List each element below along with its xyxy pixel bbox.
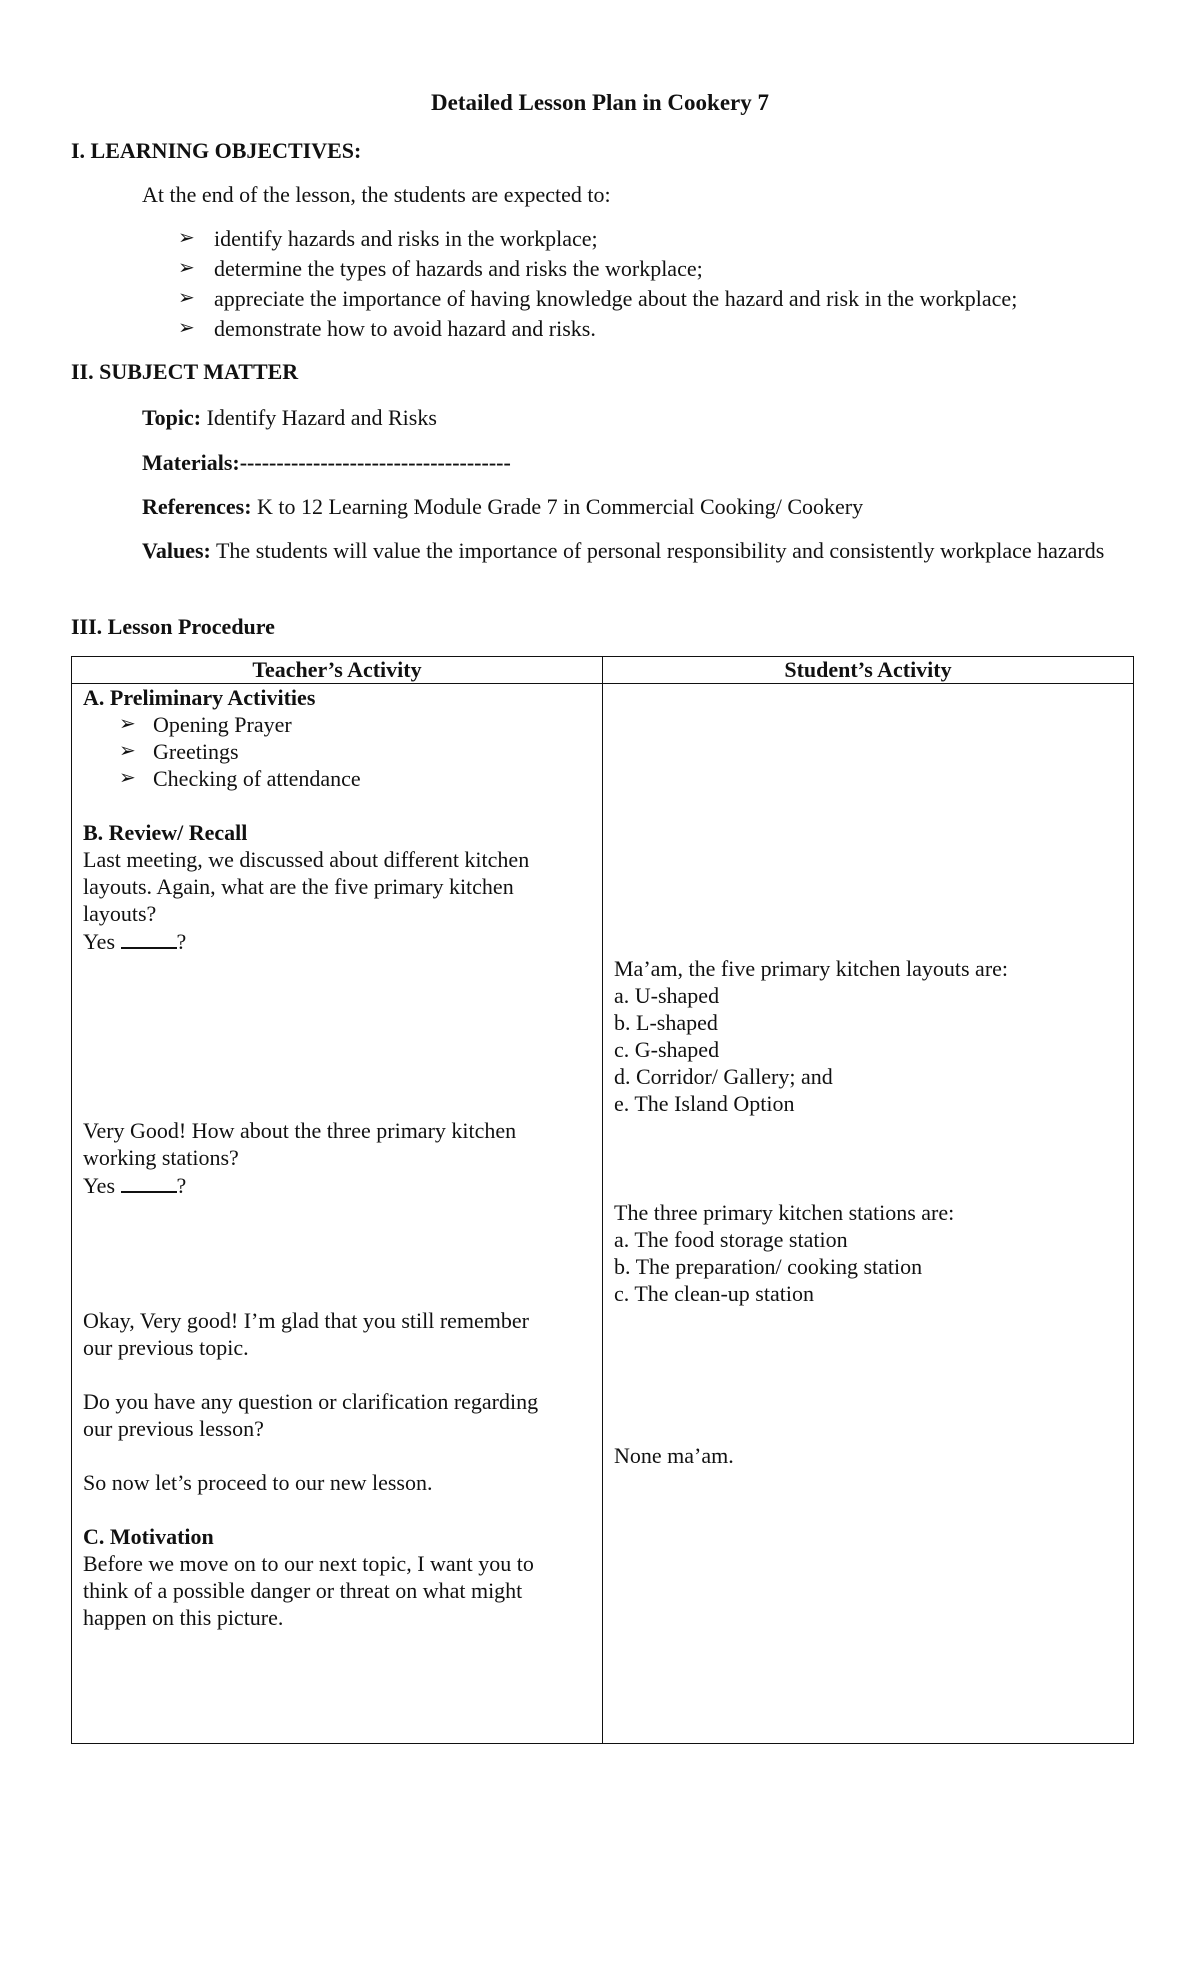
lesson-procedure-heading: III. Lesson Procedure (71, 614, 275, 639)
arrowhead-bullet-icon: ➢ (119, 767, 136, 789)
list-item: a. The food storage station (614, 1227, 848, 1252)
arrowhead-bullet-icon: ➢ (119, 713, 136, 735)
objectives-intro: At the end of the lesson, the students are expected to: (142, 182, 611, 207)
list-item: ➢ demonstrate how to avoid hazard and risks. (178, 316, 596, 341)
topic-label: Topic: (142, 405, 202, 430)
values-label: Values: (142, 538, 211, 563)
yes-prompt: Yes ? (83, 929, 187, 954)
references-value: K to 12 Learning Module Grade 7 in Commercial Cooking/ Cookery (257, 494, 864, 519)
list-item: ➢ Opening Prayer (119, 712, 292, 737)
list-item: ➢ Checking of attendance (119, 766, 361, 791)
learning-objectives-heading: I. LEARNING OBJECTIVES: (71, 138, 362, 163)
motivation-block: C. Motivation Before we move on to our next topic, I want you to think of a possible danger or threat on what might happen on this picture. (83, 1523, 594, 1631)
proceed-line: So now let’s proceed to our new lesson. (83, 1470, 433, 1495)
list-item: ➢ identify hazards and risks in the workplace; (178, 226, 598, 251)
teacher-activity-cell (72, 684, 603, 1744)
list-item: ➢ Greetings (119, 739, 239, 764)
preliminary-block (83, 684, 594, 792)
list-item: ➢ appreciate the importance of having knowledge about the hazard and risk in the workplace; (178, 286, 1018, 311)
list-item: b. The preparation/ cooking station (614, 1254, 923, 1279)
answer-blank (121, 927, 177, 949)
list-item: c. G-shaped (614, 1037, 720, 1062)
subject-matter-heading: II. SUBJECT MATTER (71, 359, 299, 384)
references-line (142, 492, 863, 521)
stations-question-block: Very Good! How about the three primary kitchen working stations? Yes ? (83, 1117, 594, 1198)
materials-value: ------------------------------------- (239, 450, 511, 475)
stations-answer-block: The three primary kitchen stations are: a. The food storage station b. The preparation/ cooking station c. The clean-up station (614, 1199, 1125, 1307)
layouts-answer-block: Ma’am, the five primary kitchen layouts are: a. U-shaped b. L-shaped c. G-shaped d. Corridor/ Gallery; and e. The Island Option (614, 955, 1125, 1117)
objectives-list (178, 224, 1017, 344)
lesson-procedure-table (71, 656, 1134, 1744)
list-item: b. L-shaped (614, 1010, 718, 1035)
review-block: B. Review/ Recall Last meeting, we discussed about different kitchen layouts. Again, what are the five primary kitchen layouts? Yes ? (83, 819, 594, 954)
list-item: c. The clean-up station (614, 1281, 814, 1306)
arrowhead-bullet-icon: ➢ (178, 227, 195, 249)
materials-label: Materials: (142, 450, 240, 475)
clarification-block: Do you have any question or clarification regarding our previous lesson? (83, 1389, 539, 1441)
list-item: ➢ determine the types of hazards and risks the workplace; (178, 256, 703, 281)
motivation-heading: C. Motivation (83, 1524, 214, 1549)
yes-prompt: Yes ? (83, 1173, 187, 1198)
references-label: References: (142, 494, 252, 519)
values-paragraph (71, 536, 1131, 566)
values-text: The students will value the importance of personal responsibility and consistently workplace hazards (215, 538, 1105, 563)
arrowhead-bullet-icon: ➢ (119, 740, 136, 762)
arrowhead-bullet-icon: ➢ (178, 287, 195, 309)
answer-blank (121, 1171, 177, 1193)
materials-line (142, 448, 511, 477)
arrowhead-bullet-icon: ➢ (178, 317, 195, 339)
preliminary-heading: A. Preliminary Activities (83, 685, 316, 710)
student-column-header: Student’s Activity (603, 657, 1134, 684)
list-item: e. The Island Option (614, 1091, 795, 1116)
list-item: d. Corridor/ Gallery; and (614, 1064, 833, 1089)
teacher-column-header: Teacher’s Activity (72, 657, 603, 684)
student-activity-cell (603, 684, 1134, 1744)
arrowhead-bullet-icon: ➢ (178, 257, 195, 279)
none-answer: None ma’am. (614, 1443, 734, 1468)
document-title: Detailed Lesson Plan in Cookery 7 (431, 90, 769, 115)
topic-value: Identify Hazard and Risks (206, 405, 437, 430)
review-heading: B. Review/ Recall (83, 820, 248, 845)
list-item: a. U-shaped (614, 983, 720, 1008)
praise-block: Okay, Very good! I’m glad that you still remember our previous topic. (83, 1308, 530, 1360)
topic-line (142, 403, 437, 432)
